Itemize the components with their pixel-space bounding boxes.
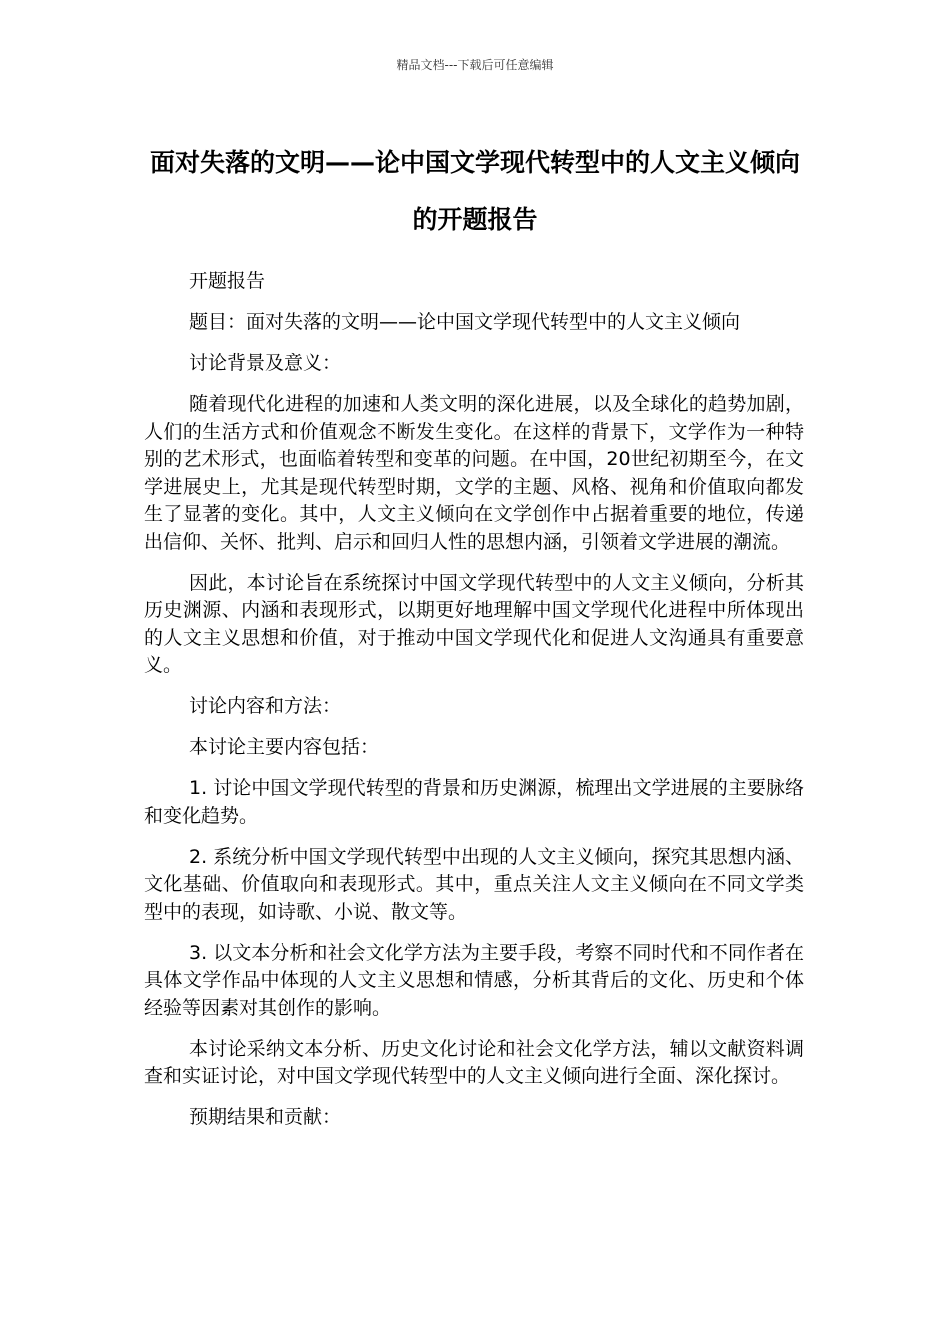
page-header: 精品文档---下载后可任意编辑 xyxy=(396,58,554,72)
document-body xyxy=(144,268,804,1132)
list-item-3: 3. 以文本分析和社会文化学方法为主要手段，考察不同时代和不同作者在具体文学作品中体现的人文主义思想和情感，分析其背后的文化、历史和个体经验等因素对其创作的影响。 xyxy=(144,941,804,1019)
paragraph-significance: 因此，本讨论旨在系统探讨中国文学现代转型中的人文主义倾向，分析其历史渊源、内涵和表现形式，以期更好地理解中国文学现代化进程中所体现出的人文主义思想和价值，对于推动中国文学现代化和促进人文沟通具有重要意义。 xyxy=(144,571,804,676)
paragraph-method: 本讨论采纳文本分析、历史文化讨论和社会文化学方法，辅以文献资料调查和实证讨论，对中国文学现代转型中的人文主义倾向进行全面、深化探讨。 xyxy=(144,1037,804,1087)
paragraph-background: 随着现代化进程的加速和人类文明的深化进展，以及全球化的趋势加剧，人们的生活方式和价值观念不断发生变化。在这样的背景下，文学作为一种特别的艺术形式，也面临着转型和变革的问题。在中国，20世纪初期至今，在文学进展史上，尤其是现代转型时期，文学的主题、风格、视角和价值取向都发生了显著的变化。其中，人文主义倾向在文学创作中占据着重要的地位，传递出信仰、关怀、批判、启示和回归人性的思想内涵，引领着文学进展的潮流。 xyxy=(144,393,804,553)
heading-background: 讨论背景及意义： xyxy=(189,352,342,374)
list-item-2: 2. 系统分析中国文学现代转型中出现的人文主义倾向，探究其思想内涵、文化基础、价值取向和表现形式。其中，重点关注人文主义倾向在不同文学类型中的表现，如诗歌、小说、散文等。 xyxy=(144,845,804,923)
heading-expected-results: 预期结果和贡献： xyxy=(189,1106,342,1128)
paragraph-content-intro: 本讨论主要内容包括： xyxy=(189,736,380,758)
list-item-1: 1. 讨论中国文学现代转型的背景和历史渊源，梳理出文学进展的主要脉络和变化趋势。 xyxy=(144,777,804,827)
paragraph-report-label: 开题报告 xyxy=(189,270,266,292)
heading-content-method: 讨论内容和方法： xyxy=(189,695,342,717)
document-title: 面对失落的文明——论中国文学现代转型中的人文主义倾向的开题报告 xyxy=(149,148,800,234)
paragraph-topic: 题目：面对失落的文明——论中国文学现代转型中的人文主义倾向 xyxy=(189,311,741,333)
